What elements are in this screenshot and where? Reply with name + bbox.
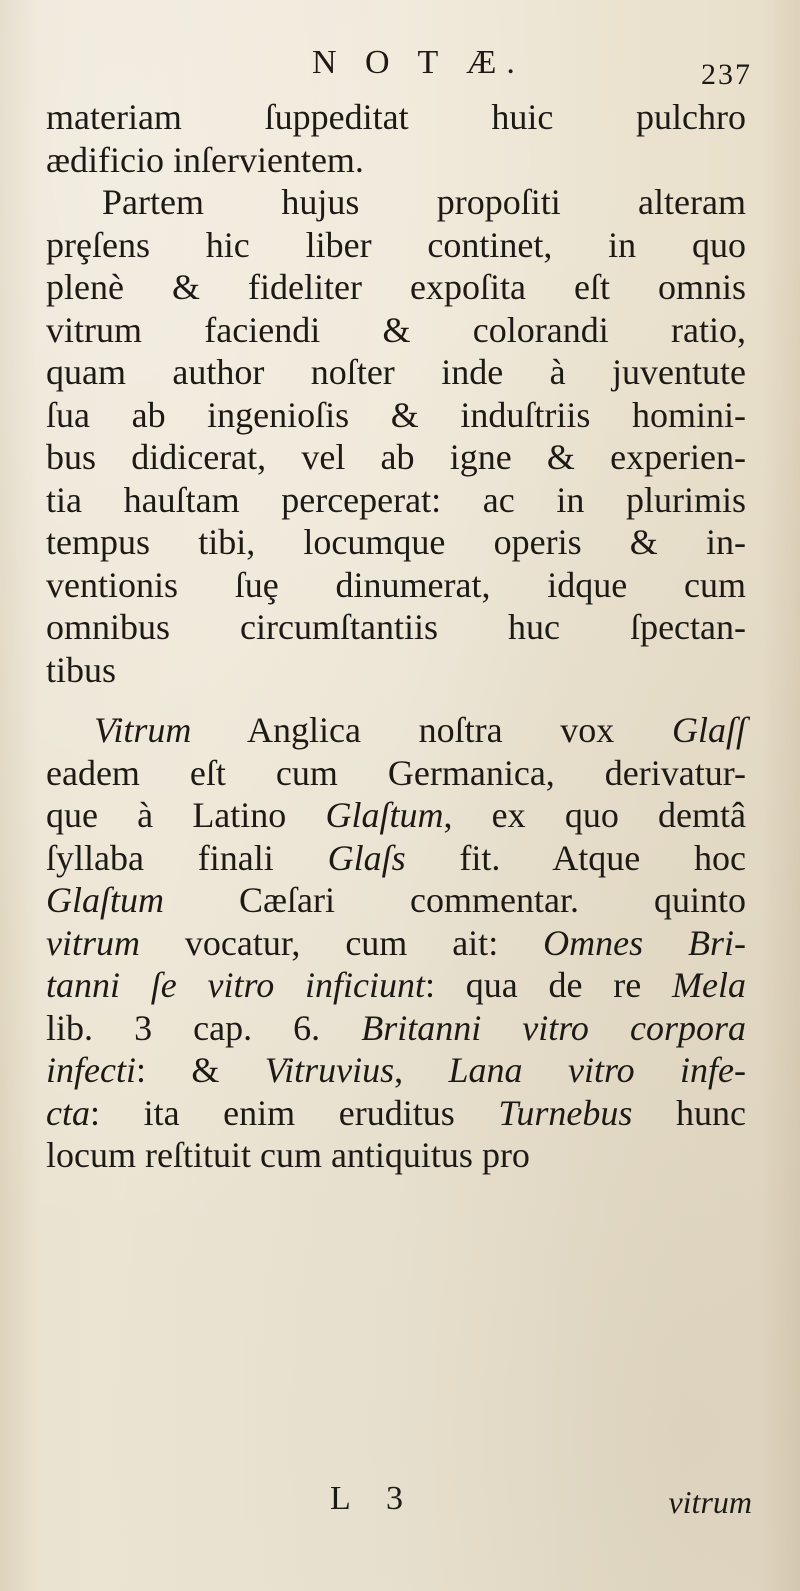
italic-text: Turnebus <box>498 1092 633 1133</box>
text-line <box>46 752 746 795</box>
text-line: bus didicerat, vel ab igne & experien- <box>46 437 746 477</box>
page-number: 237 <box>701 58 752 91</box>
roman-text: lib. 3 cap. 6. <box>46 1007 362 1048</box>
text-line: vitrum faciendi & colorandi ratio, <box>46 309 746 350</box>
text-line <box>46 794 746 837</box>
roman-text: Anglica noſtra vox <box>191 710 672 750</box>
roman-text: : ita enim eruditus <box>89 1092 499 1133</box>
italic-text: Glaſſ <box>671 710 746 750</box>
roman-text: eadem eſt cum Germanica, derivatur- <box>46 752 746 793</box>
roman-text: , ex quo demtâ <box>443 795 746 835</box>
text-line <box>46 964 746 1007</box>
text-line: prȩſens hic liber continet, in quo <box>46 224 746 265</box>
italic-text: Glaſs <box>327 837 406 878</box>
italic-text: Vitruvius <box>264 1050 395 1090</box>
page-header <box>0 44 800 94</box>
text-line <box>46 1134 746 1177</box>
roman-text: ſyllaba finali <box>46 837 328 878</box>
text-line: Partem hujus propoſiti alteram <box>102 182 746 222</box>
body-text <box>46 96 746 1177</box>
text-line <box>46 709 746 752</box>
roman-text: : & <box>135 1050 265 1090</box>
roman-text: vocatur, cum ait: <box>140 922 544 963</box>
roman-text: que à Latino <box>46 795 326 835</box>
text-line: tia hauſtam perceperat: ac in plurimis <box>46 479 746 520</box>
signature-mark: L 3 <box>330 1480 418 1517</box>
text-line <box>46 1007 746 1050</box>
paragraph-3 <box>46 709 746 1177</box>
italic-text: Glaſtum <box>46 880 165 920</box>
roman-text: fit. Atque hoc <box>405 837 747 878</box>
text-line <box>46 837 746 880</box>
text-line <box>46 879 746 922</box>
catchword: vitrum <box>668 1484 752 1520</box>
roman-text: : qua de re <box>424 965 673 1005</box>
italic-text: Mela <box>672 965 746 1005</box>
text-line: tibus <box>46 649 117 690</box>
italic-text: infecti <box>46 1050 136 1090</box>
text-line: materiam ſuppeditat huic pulchro <box>46 97 746 137</box>
text-line: ædificio inſervientem. <box>46 139 364 180</box>
text-line: quam author noſter inde à juventute <box>46 352 746 392</box>
text-line: tempus tibi, locumque operis & in- <box>46 522 746 562</box>
italic-text: Glaſtum <box>325 795 444 835</box>
italic-text: tanni ſe vitro inficiunt <box>46 965 425 1005</box>
text-line: plenè & fideliter expoſita eſt omnis <box>46 267 746 307</box>
page-footer <box>0 1480 800 1540</box>
italic-text: Omnes Bri- <box>543 922 746 963</box>
paragraph-2 <box>46 181 746 691</box>
italic-text: vitrum <box>46 922 140 963</box>
text-line: omnibus circumſtantiis huc ſpectan- <box>46 607 746 647</box>
italic-text: Vitrum <box>94 710 192 750</box>
roman-text: , <box>394 1050 449 1090</box>
roman-text: locum reſtituit cum antiquitus pro <box>46 1135 530 1175</box>
roman-text: Cæſari commentar. quinto <box>164 880 746 920</box>
running-head: N O T Æ. <box>312 44 525 81</box>
text-line: ventionis ſuȩ dinumerat, idque cum <box>46 564 746 605</box>
italic-text: Britanni vitro corpora <box>361 1007 746 1048</box>
italic-text: Lana vitro infe- <box>448 1050 746 1090</box>
text-line <box>46 1049 746 1092</box>
italic-text: cta <box>46 1092 90 1133</box>
text-line: ſua ab ingenioſis & induſtriis homini- <box>46 394 746 435</box>
text-line <box>46 922 746 965</box>
paragraph-1 <box>46 96 746 181</box>
roman-text: hunc <box>632 1092 746 1133</box>
text-line <box>46 1092 746 1135</box>
